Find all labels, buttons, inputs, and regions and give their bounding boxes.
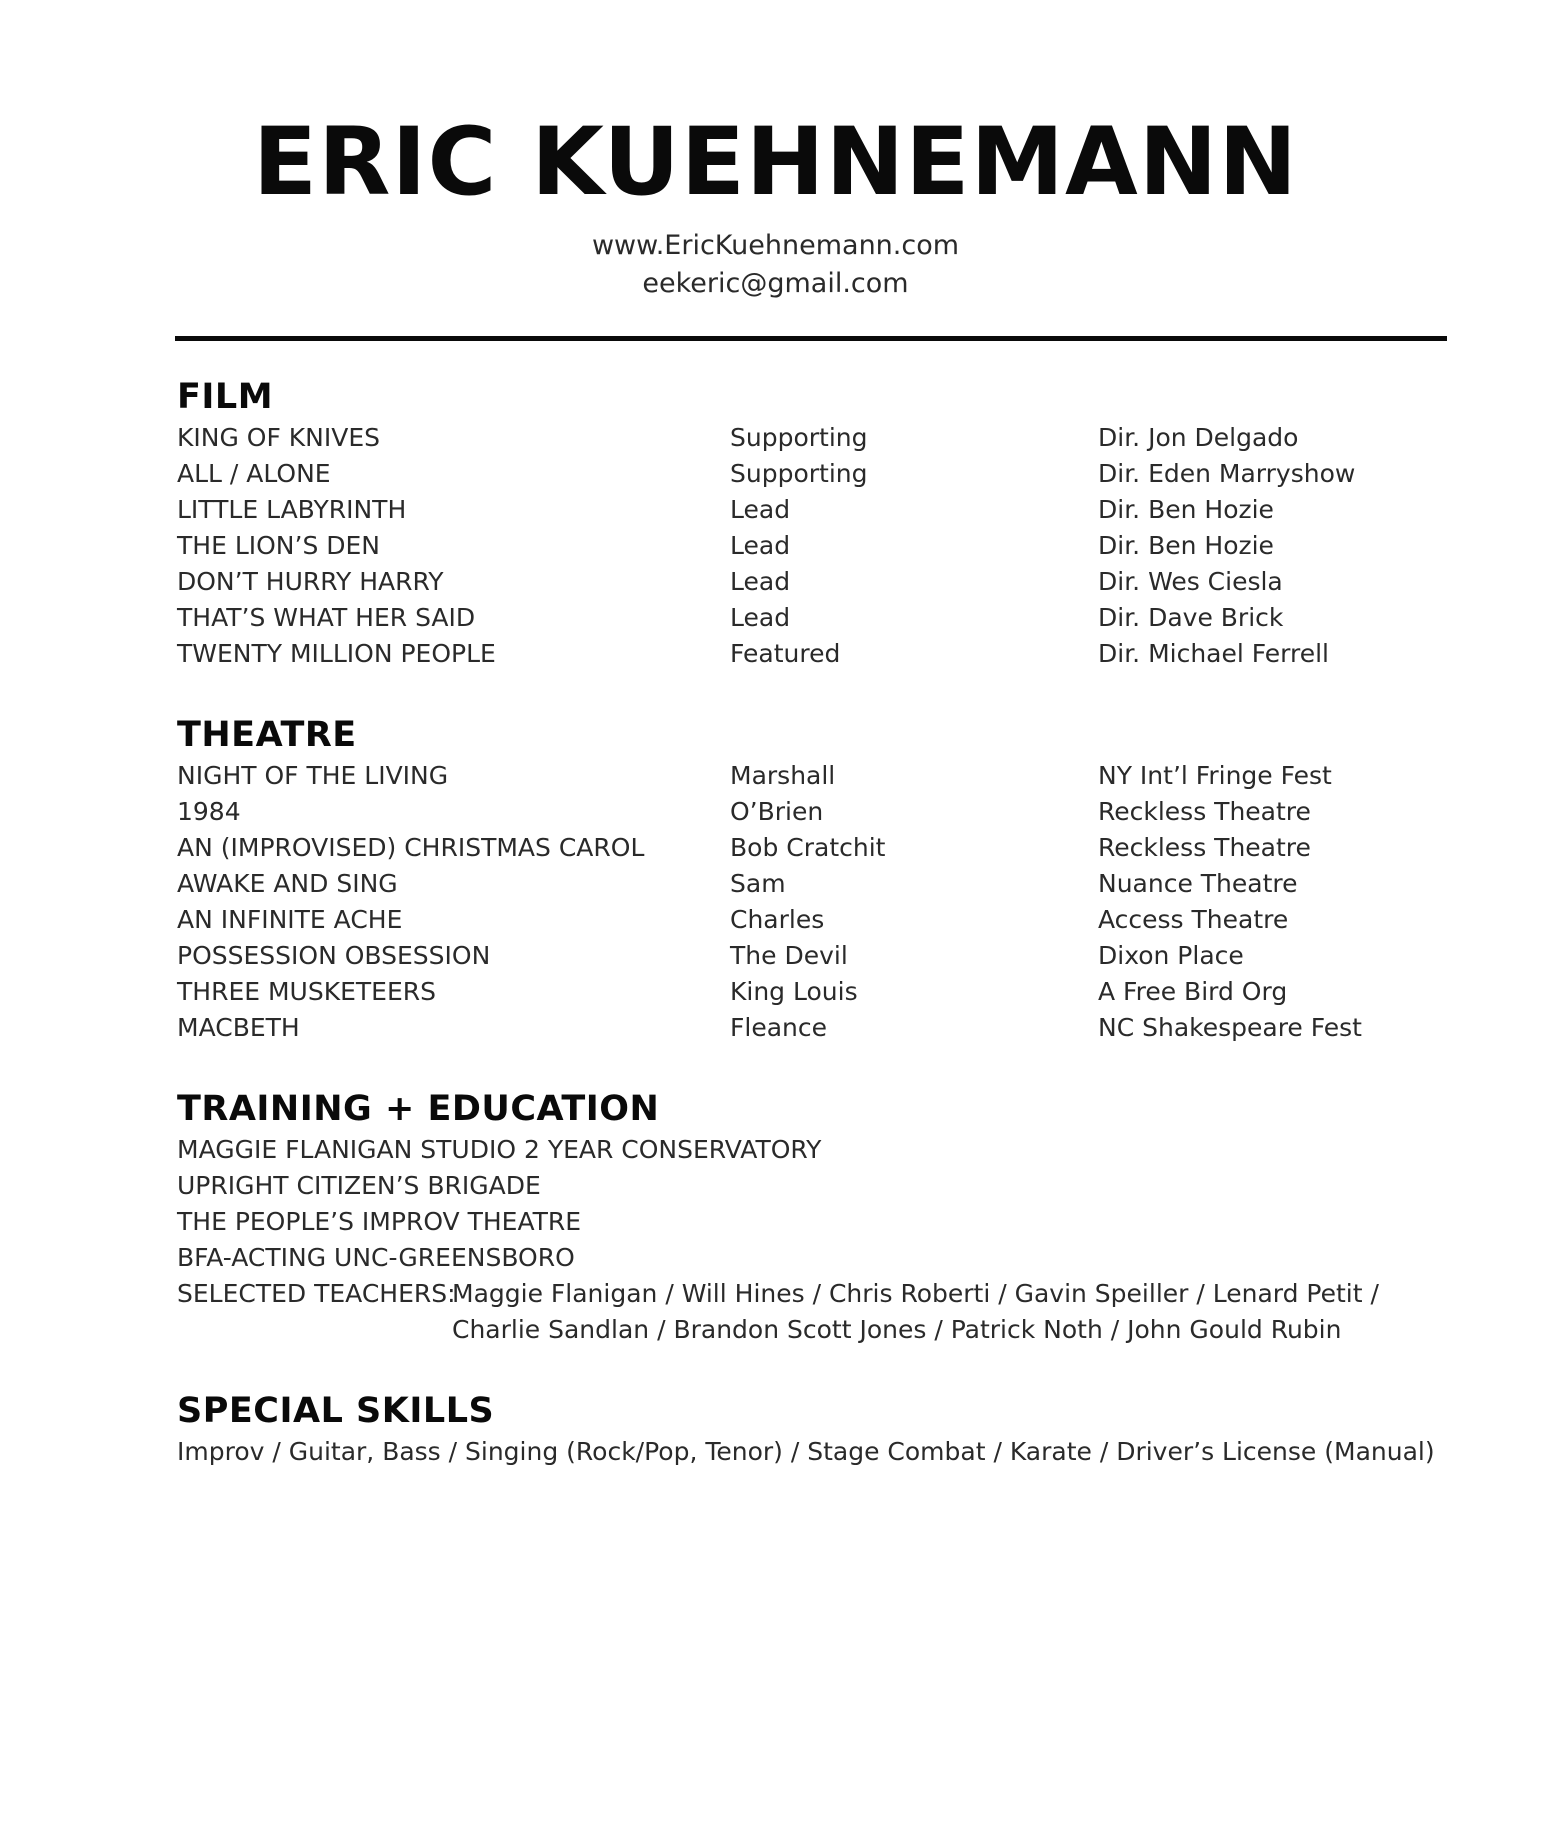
- teachers-list-line-1: Maggie Flanigan / Will Hines / Chris Roberti / Gavin Speiller / Lenard Petit /: [452, 1279, 1379, 1308]
- teachers-label: SELECTED TEACHERS:: [177, 1279, 456, 1308]
- training-item: BFA-ACTING UNC-GREENSBORO: [177, 1243, 575, 1272]
- film-row: [177, 492, 1457, 528]
- role: Lead: [730, 567, 791, 596]
- production-title: AN (IMPROVISED) CHRISTMAS CAROL: [177, 833, 645, 862]
- production-title: AWAKE AND SING: [177, 869, 398, 898]
- credit: NY Int’l Fringe Fest: [1098, 761, 1332, 790]
- theatre-row: [177, 938, 1457, 974]
- role: Supporting: [730, 423, 868, 452]
- website-link[interactable]: www.EricKuehnemann.com: [591, 230, 960, 261]
- credit: Reckless Theatre: [1098, 797, 1311, 826]
- credit: Dir. Michael Ferrell: [1098, 639, 1330, 668]
- teachers-list-line-2: Charlie Sandlan / Brandon Scott Jones / Patrick Noth / John Gould Rubin: [452, 1315, 1342, 1344]
- section-title-training: TRAINING + EDUCATION: [177, 1089, 660, 1129]
- actor-name: ERIC KUEHNEMANN: [252, 108, 1299, 217]
- theatre-row: [177, 866, 1457, 902]
- email-link[interactable]: eekeric@gmail.com: [642, 268, 909, 299]
- role: Lead: [730, 495, 791, 524]
- production-title: KING OF KNIVES: [177, 423, 381, 452]
- credit: Dir. Eden Marryshow: [1098, 459, 1356, 488]
- credit: Dir. Dave Brick: [1098, 603, 1284, 632]
- section-title-skills: SPECIAL SKILLS: [177, 1391, 495, 1431]
- credit: Access Theatre: [1098, 905, 1289, 934]
- credit: A Free Bird Org: [1098, 977, 1288, 1006]
- role: Bob Cratchit: [730, 833, 886, 862]
- training-item: UPRIGHT CITIZEN’S BRIGADE: [177, 1171, 541, 1200]
- production-title: 1984: [177, 797, 241, 826]
- film-row: [177, 636, 1457, 672]
- production-title: MACBETH: [177, 1013, 300, 1042]
- selected-teachers: [177, 1276, 1457, 1348]
- credit: Dir. Wes Ciesla: [1098, 567, 1283, 596]
- theatre-row: [177, 758, 1457, 794]
- role: Marshall: [730, 761, 836, 790]
- production-title: TWENTY MILLION PEOPLE: [177, 639, 496, 668]
- film-section: [177, 374, 1457, 672]
- section-title-theatre: THEATRE: [177, 715, 357, 755]
- credit: Dixon Place: [1098, 941, 1244, 970]
- credit: Reckless Theatre: [1098, 833, 1311, 862]
- production-title: THREE MUSKETEERS: [177, 977, 437, 1006]
- credit: Dir. Jon Delgado: [1098, 423, 1299, 452]
- theatre-section: [177, 712, 1457, 1046]
- role: Fleance: [730, 1013, 827, 1042]
- header-divider: [175, 336, 1447, 341]
- role: Featured: [730, 639, 841, 668]
- role: Sam: [730, 869, 786, 898]
- film-row: [177, 420, 1457, 456]
- theatre-row: [177, 902, 1457, 938]
- film-row: [177, 528, 1457, 564]
- resume-header: [0, 110, 1551, 303]
- role: Lead: [730, 531, 791, 560]
- film-row: [177, 600, 1457, 636]
- credit: Dir. Ben Hozie: [1098, 531, 1274, 560]
- role: Charles: [730, 905, 825, 934]
- production-title: AN INFINITE ACHE: [177, 905, 403, 934]
- production-title: POSSESSION OBSESSION: [177, 941, 491, 970]
- section-title-film: FILM: [177, 377, 274, 417]
- skills-section: [177, 1388, 1457, 1470]
- training-item: MAGGIE FLANIGAN STUDIO 2 YEAR CONSERVATORY: [177, 1135, 822, 1164]
- production-title: NIGHT OF THE LIVING: [177, 761, 449, 790]
- production-title: DON’T HURRY HARRY: [177, 567, 444, 596]
- theatre-row: [177, 830, 1457, 866]
- production-title: THE LION’S DEN: [177, 531, 381, 560]
- credit: Nuance Theatre: [1098, 869, 1298, 898]
- role: Lead: [730, 603, 791, 632]
- production-title: THAT’S WHAT HER SAID: [177, 603, 476, 632]
- theatre-row: [177, 974, 1457, 1010]
- role: King Louis: [730, 977, 858, 1006]
- theatre-row: [177, 1010, 1457, 1046]
- role: O’Brien: [730, 797, 824, 826]
- training-item: THE PEOPLE’S IMPROV THEATRE: [177, 1207, 582, 1236]
- credit: NC Shakespeare Fest: [1098, 1013, 1362, 1042]
- credit: Dir. Ben Hozie: [1098, 495, 1274, 524]
- skills-list: Improv / Guitar, Bass / Singing (Rock/Pop, Tenor) / Stage Combat / Karate / Driver’s License (Manual): [177, 1437, 1435, 1466]
- production-title: LITTLE LABYRINTH: [177, 495, 407, 524]
- role: The Devil: [730, 941, 848, 970]
- role: Supporting: [730, 459, 868, 488]
- film-row: [177, 564, 1457, 600]
- resume-content: [177, 374, 1457, 1510]
- theatre-row: [177, 794, 1457, 830]
- production-title: ALL / ALONE: [177, 459, 331, 488]
- training-section: [177, 1086, 1457, 1348]
- film-row: [177, 456, 1457, 492]
